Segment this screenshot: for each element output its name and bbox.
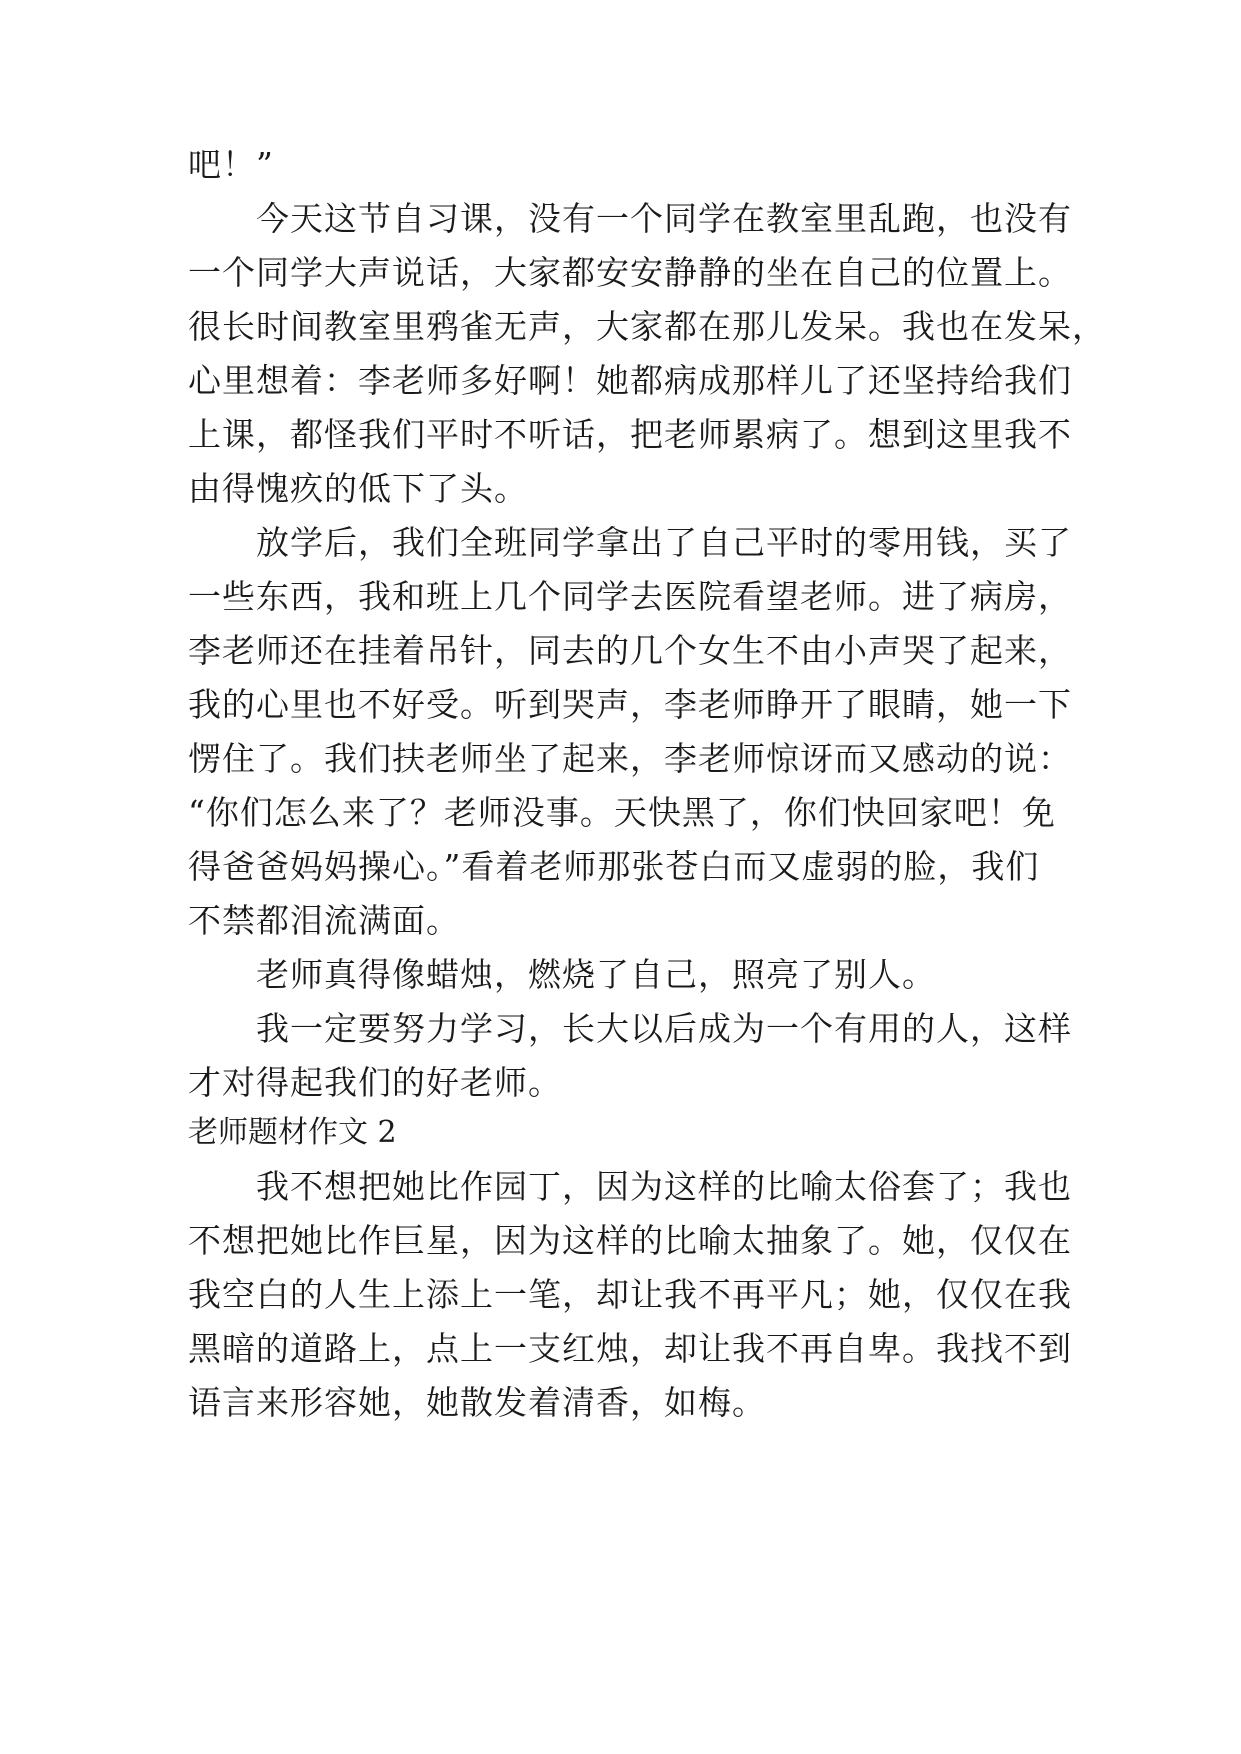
section-heading: 老师题材作文 2 xyxy=(188,1115,397,1150)
text-line: 很长时间教室里鸦雀无声，大家都在那儿发呆。我也在发呆， xyxy=(188,307,1106,346)
text-line: 上课，都怪我们平时不听话，把老师累病了。想到这里我不 xyxy=(188,415,1072,454)
text-line: 老师真得像蜡烛，燃烧了自己，照亮了别人。 xyxy=(188,955,936,994)
text-line: 不想把她比作巨星，因为这样的比喻太抽象了。她，仅仅在 xyxy=(188,1221,1072,1260)
text-line: 今天这节自习课，没有一个同学在教室里乱跑，也没有 xyxy=(188,199,1072,238)
text-line: 才对得起我们的好老师。 xyxy=(188,1063,562,1102)
text-line: 黑暗的道路上，点上一支红烛，却让我不再自卑。我找不到 xyxy=(188,1329,1072,1368)
text-line: 得爸爸妈妈操心。”看着老师那张苍白而又虚弱的脸，我们 xyxy=(188,847,1040,886)
text-line: 李老师还在挂着吊针，同去的几个女生不由小声哭了起来， xyxy=(188,631,1072,670)
text-line: 一个同学大声说话，大家都安安静静的坐在自己的位置上。 xyxy=(188,253,1072,292)
text-line: 一些东西，我和班上几个同学去医院看望老师。进了病房， xyxy=(188,577,1072,616)
text-line: 吧！” xyxy=(188,145,274,184)
text-line: 我不想把她比作园丁，因为这样的比喻太俗套了；我也 xyxy=(188,1167,1072,1206)
text-line: 我一定要努力学习，长大以后成为一个有用的人，这样 xyxy=(188,1009,1072,1048)
text-line: “你们怎么来了？老师没事。天快黑了，你们快回家吧！免 xyxy=(188,793,1056,832)
text-line: 由得愧疚的低下了头。 xyxy=(188,469,528,508)
text-line: 我空白的人生上添上一笔，却让我不再平凡；她，仅仅在我 xyxy=(188,1275,1072,1314)
text-line: 语言来形容她，她散发着清香，如梅。 xyxy=(188,1383,766,1422)
text-line: 愣住了。我们扶老师坐了起来，李老师惊讶而又感动的说： xyxy=(188,739,1072,778)
text-line: 放学后，我们全班同学拿出了自己平时的零用钱，买了 xyxy=(188,523,1072,562)
text-line: 我的心里也不好受。听到哭声，李老师睁开了眼睛，她一下 xyxy=(188,685,1072,724)
text-line: 心里想着：李老师多好啊！她都病成那样儿了还坚持给我们 xyxy=(188,361,1072,400)
text-line: 不禁都泪流满面。 xyxy=(188,901,460,940)
